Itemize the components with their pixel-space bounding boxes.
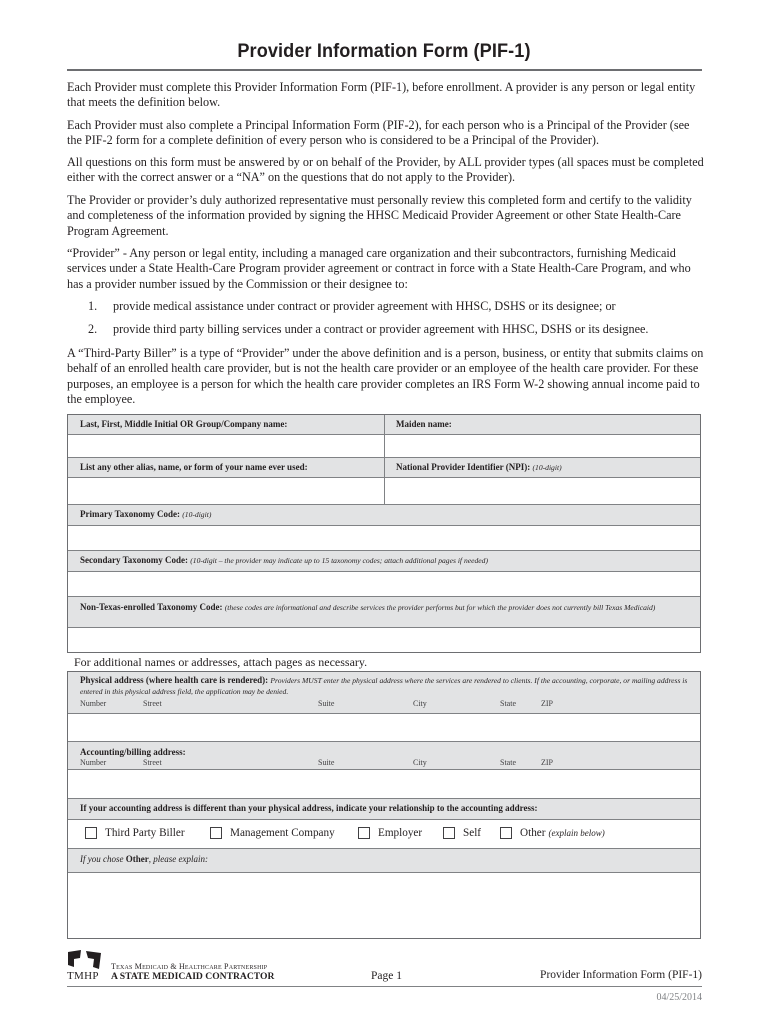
third-party-biller-paragraph: A “Third-Party Biller” is a type of “Provider” under the above definition and is a person, business, or entity that submits claims on behalf of an enrolled health care provider, but is not the health care provider or an employee of the health care provider. For these purposes, an employee is a person for which the health care provider completes an IRS Form W-2 showing annual income paid to the employee. bbox=[67, 346, 704, 407]
column-city: City bbox=[413, 758, 427, 767]
list-text: provide medical assistance under contract or provider agreement with HHSC, DSHS or its designee; or bbox=[113, 299, 616, 313]
secondary-taxonomy-note: (10-digit – the provider may indicate up to 15 taxonomy codes; attach additional pages if needed) bbox=[190, 556, 488, 565]
primary-taxonomy-label-text: Primary Taxonomy Code: bbox=[80, 509, 180, 519]
column-number: Number bbox=[80, 699, 107, 708]
logo-wordmark: TMHP bbox=[67, 970, 99, 982]
explain-bold: Other bbox=[125, 854, 149, 864]
column-zip: ZIP bbox=[541, 758, 553, 767]
primary-taxonomy-label bbox=[68, 505, 700, 525]
list-number: 1. bbox=[88, 299, 98, 313]
option-self[interactable] bbox=[443, 827, 481, 839]
name-label: Last, First, Middle Initial OR Group/Company name: bbox=[80, 419, 288, 429]
intro-paragraph-3: All questions on this form must be answered by or on behalf of the Provider, by ALL provider types (all spaces must be completed either with the correct answer or a “NA” on the questions that do not apply to the Provider). bbox=[67, 155, 704, 185]
physical-address-header-row bbox=[68, 672, 700, 714]
additional-pages-note: For additional names or addresses, attach pages as necessary. bbox=[74, 655, 368, 669]
option-management-company[interactable] bbox=[210, 827, 335, 839]
nontexas-taxonomy-field[interactable] bbox=[68, 628, 700, 652]
column-state: State bbox=[500, 758, 516, 767]
definition-list-item-1 bbox=[88, 299, 616, 314]
alias-field[interactable] bbox=[68, 478, 384, 505]
checkbox[interactable] bbox=[210, 827, 222, 839]
column-zip: ZIP bbox=[541, 699, 553, 708]
npi-label-text: National Provider Identifier (NPI): bbox=[396, 462, 531, 472]
relationship-header-row bbox=[68, 798, 700, 820]
column-divider bbox=[384, 415, 385, 505]
nontexas-taxonomy-header-row bbox=[68, 596, 700, 628]
npi-field[interactable] bbox=[384, 478, 700, 505]
option-label: Employer bbox=[378, 827, 423, 839]
footer-divider bbox=[67, 986, 702, 987]
relationship-options bbox=[68, 820, 700, 848]
secondary-taxonomy-label bbox=[68, 551, 700, 571]
provider-identity-table bbox=[67, 414, 701, 653]
footer-form-title: Provider Information Form (PIF-1) bbox=[540, 969, 702, 981]
checkbox[interactable] bbox=[358, 827, 370, 839]
option-other[interactable] bbox=[500, 827, 605, 839]
secondary-taxonomy-field[interactable] bbox=[68, 572, 700, 597]
list-text: provide third party billing services under a contract or provider agreement with HHSC, DSHS or its designee. bbox=[113, 322, 649, 336]
option-label: Other bbox=[520, 827, 546, 839]
checkbox[interactable] bbox=[500, 827, 512, 839]
explain-label bbox=[68, 849, 700, 872]
column-street: Street bbox=[143, 758, 162, 767]
option-label: Management Company bbox=[230, 827, 335, 839]
column-state: State bbox=[500, 699, 516, 708]
column-number: Number bbox=[80, 758, 107, 767]
column-suite: Suite bbox=[318, 699, 335, 708]
checkbox[interactable] bbox=[443, 827, 455, 839]
checkbox[interactable] bbox=[85, 827, 97, 839]
page-title: Provider Information Form (PIF-1) bbox=[237, 40, 531, 62]
physical-address-field[interactable] bbox=[68, 714, 700, 742]
revision-date: 04/25/2014 bbox=[656, 992, 702, 1003]
column-suite: Suite bbox=[318, 758, 335, 767]
org-subtitle: A STATE MEDICAID CONTRACTOR bbox=[111, 971, 275, 982]
column-street: Street bbox=[143, 699, 162, 708]
billing-address-label: Accounting/billing address: bbox=[80, 747, 186, 757]
primary-taxonomy-field[interactable] bbox=[68, 526, 700, 551]
definition-list-item-2 bbox=[88, 322, 648, 337]
explain-header-row bbox=[68, 848, 700, 873]
billing-address-header-row bbox=[68, 741, 700, 770]
address-table bbox=[67, 671, 701, 939]
option-label: Self bbox=[463, 827, 482, 839]
org-name: Texas Medicaid & Healthcare Partnership bbox=[111, 962, 268, 971]
intro-paragraph-2: Each Provider must also complete a Principal Information Form (PIF-2), for each person who is a Principal of the Provider (see the PIF-2 form for a complete definition of every person who is considered to be a Principal of the Provider). bbox=[67, 118, 690, 148]
provider-definition: “Provider” - Any person or legal entity, including a managed care organization and their subcontractors, furnishing Medicaid services under a State Health-Care Program provider agreement or contract in force with a State Health-Care Program, and who has a provider number issued by the Commission or their designee to: bbox=[67, 246, 691, 291]
alias-label: List any other alias, name, or form of your name ever used: bbox=[80, 462, 308, 472]
page-number: Page 1 bbox=[371, 970, 402, 982]
physical-address-label-text: Physical address (where health care is rendered): bbox=[80, 675, 269, 685]
billing-address-field[interactable] bbox=[68, 770, 700, 799]
npi-label bbox=[384, 458, 700, 477]
explain-suffix: , please explain: bbox=[148, 854, 208, 864]
secondary-taxonomy-label-text: Secondary Taxonomy Code: bbox=[80, 555, 189, 565]
primary-taxonomy-note: (10-digit) bbox=[182, 510, 212, 519]
maiden-name-label: Maiden name: bbox=[396, 419, 452, 429]
intro-paragraph-4: The Provider or provider’s duly authorized representative must personally review this completed form and certify to the validity and completeness of the information provided by signing the HHSC Medicaid Provider Agreement or other State Health-Care Program Agreement. bbox=[67, 193, 692, 238]
name-field[interactable] bbox=[68, 435, 384, 458]
nontexas-taxonomy-note: (these codes are informational and describe services the provider performs but for which the provider does not currently bill Texas Medicaid) bbox=[224, 603, 656, 612]
secondary-taxonomy-header-row bbox=[68, 550, 700, 572]
explain-prefix: If you chose bbox=[80, 854, 126, 864]
intro-paragraph-1: Each Provider must complete this Provider Information Form (PIF-1), before enrollment. A provider is any person or legal entity that meets the definition below. bbox=[67, 80, 696, 110]
option-label: Third Party Biller bbox=[105, 827, 185, 839]
nontexas-taxonomy-label bbox=[68, 597, 692, 627]
explain-field[interactable] bbox=[68, 873, 700, 937]
title-divider bbox=[67, 69, 702, 71]
option-note: (explain below) bbox=[548, 828, 605, 838]
primary-taxonomy-header-row bbox=[68, 504, 700, 526]
nontexas-taxonomy-label-text: Non-Texas-enrolled Taxonomy Code: bbox=[80, 602, 223, 612]
column-city: City bbox=[413, 699, 427, 708]
option-third-party-biller[interactable] bbox=[85, 827, 185, 839]
physical-address-note: Providers MUST enter the physical address where the services are rendered to clients. If the accounting, corporate, or mailing address is entered in this physical address field, the application may be denied. bbox=[80, 676, 688, 696]
relationship-label: If your accounting address is different than your physical address, indicate your relationship to the accounting address: bbox=[80, 803, 538, 813]
list-number: 2. bbox=[88, 322, 98, 336]
option-employer[interactable] bbox=[358, 827, 422, 839]
maiden-name-field[interactable] bbox=[384, 435, 700, 458]
npi-note: (10-digit) bbox=[532, 463, 562, 472]
